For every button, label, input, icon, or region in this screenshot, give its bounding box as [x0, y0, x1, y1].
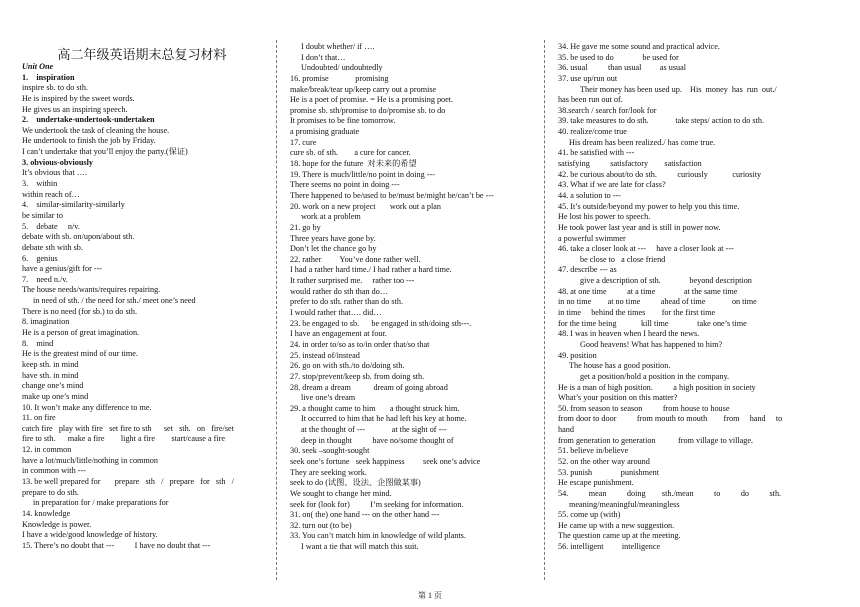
text-line: I can’t undertake that you’ll enjoy the party.(保证)	[22, 147, 188, 157]
page-number: 第 1 页	[418, 591, 442, 600]
text-line: keep sth. in mind	[22, 359, 79, 369]
text-line: 56. intelligent intelligence	[558, 542, 661, 552]
text-line: It occurred to him that he had left his key at home.	[301, 414, 467, 424]
text-line: He gives us an inspiring speech.	[22, 104, 128, 114]
text-line: 44. a solution to ---	[558, 190, 621, 200]
text-line: There seems no point in doing ---	[290, 180, 400, 190]
text-line: His dream has been realized./ has come true.	[569, 137, 716, 147]
text-line: 53. punish punishment	[558, 467, 659, 477]
text-line: hand	[558, 425, 574, 435]
text-line: 20. work on a new project work out a plan	[290, 201, 441, 211]
text-line: 14. knowledge	[22, 508, 71, 518]
text-line: 10. It won’t make any difference to me.	[22, 402, 152, 412]
text-line: 35. be used to do be used for	[558, 52, 679, 62]
text-line: in time behind the times for the first time	[558, 308, 716, 318]
text-line: in common with ---	[22, 466, 86, 476]
text-line: 37. use up/run out	[558, 73, 618, 83]
text-line: 2. undertake-undertook-undertaken	[22, 115, 155, 125]
text-line: He is the greatest mind of our time.	[22, 349, 138, 359]
text-line: Their money has been used up. His money has run out./	[580, 84, 777, 94]
text-line: at the thought of --- at the sight of ---	[301, 425, 447, 435]
text-line: 42. be curious about/to do sth. curiously curiosity	[558, 169, 762, 179]
text-line: 23. be engaged to sb. be engaged in sth/doing sth---.	[290, 318, 472, 328]
text-line: We sought to change her mind.	[290, 488, 392, 498]
text-line: 15. There’s no doubt that --- I have no doubt that ---	[22, 540, 211, 550]
text-line: I would rather that…. did…	[290, 308, 382, 318]
text-line: a powerful swimmer	[558, 233, 626, 243]
text-line: 36. usual than usual as usual	[558, 63, 687, 73]
text-line: I want a tie that will match this suit.	[301, 542, 419, 552]
column-divider-right	[544, 40, 545, 580]
text-line: 30. seek –sought-sought	[290, 446, 370, 456]
text-line: I have a wide/good knowledge of history.	[22, 530, 158, 540]
text-line: 25. instead of/instead	[290, 350, 360, 360]
text-line: 54. mean doing sth./mean to do sth.	[558, 488, 782, 498]
text-line: He is a poet of promise. = He is a promising poet.	[290, 95, 454, 105]
text-line: 3. within	[22, 179, 58, 189]
text-line: inspire sb. to do sth.	[22, 83, 88, 93]
text-line: He is inspired by the sweet words.	[22, 93, 135, 103]
text-line: 55. come up (with)	[558, 510, 621, 520]
text-line: It promises to be fine tomorrow.	[290, 116, 396, 126]
text-line: It rather surprised me. rather too ---	[290, 276, 415, 286]
text-line: 3. obvious-obviously	[22, 157, 93, 167]
text-line: seek one’s fortune seek happiness seek one’s advice	[290, 456, 481, 466]
text-line: deep in thought have no/some thought of	[301, 435, 454, 445]
text-line: seek to do (试图、设法、企图做某事)	[290, 478, 421, 488]
column-left	[22, 42, 262, 607]
text-line: 48. I was in heaven when I heard the news.	[558, 329, 700, 339]
text-line: 31. on( the) one hand --- on the other hand ---	[290, 510, 440, 520]
text-line: 21. go by	[290, 222, 321, 232]
text-line: He is a person of great imagination.	[22, 328, 140, 338]
text-line: 40. realize/come true	[558, 127, 627, 137]
text-line: from door to door from mouth to mouth from hand to	[558, 414, 783, 424]
text-line: 50. from season to season from house to house	[558, 403, 730, 413]
text-line: fire to sth. make a fire light a fire start/cause a fire	[22, 434, 226, 444]
text-line: He lost his power to speech.	[558, 212, 651, 222]
text-line: seek for (look for) I’m seeking for information.	[290, 499, 464, 509]
text-line: 8. mind	[22, 338, 54, 348]
text-line: 18. hope for the future 对未来的希望	[290, 159, 417, 169]
text-line: in need of sth. / the need for sth./ meet one’s need	[33, 296, 196, 306]
text-line: The house has a good position.	[569, 361, 671, 371]
text-line: There is no need (for sb.) to do sth.	[22, 306, 138, 316]
text-line: It’s obvious that ….	[22, 168, 88, 178]
text-line: be close to a close friend	[580, 254, 666, 264]
text-line: debate with sb. on/upon/about sth.	[22, 232, 135, 242]
text-line: 17. cure	[290, 137, 317, 147]
text-line: 4. similar-similarity-similarly	[22, 200, 125, 210]
text-line: meaning/meaningful/meaningless	[569, 499, 680, 509]
text-line: He is a man of high position. a high position in society	[558, 382, 756, 392]
text-line: give a description of sth. beyond description	[580, 276, 752, 286]
text-line: 1. inspiration	[22, 72, 75, 82]
text-line: prefer to do sth. rather than do sth.	[290, 297, 404, 307]
text-line: Three years have gone by.	[290, 233, 376, 243]
text-line: 43. What if we are late for class?	[558, 180, 666, 190]
text-line: I have an engagement at four.	[290, 329, 387, 339]
text-line: 52. on the other way around	[558, 456, 650, 466]
text-line: 27. stop/prevent/keep sb. from doing sth.	[290, 371, 425, 381]
text-line: 39. take measures to do sth. take steps/ action to do sth.	[558, 116, 765, 126]
text-line: 8. imagination	[22, 317, 70, 327]
text-line: The question came up at the meeting.	[558, 531, 681, 541]
text-line: 26. go on with sth./to do/doing sth.	[290, 361, 405, 371]
text-line: Knowledge is power.	[22, 519, 92, 529]
text-line: a promising graduate	[290, 127, 360, 137]
text-line: would rather do sth than do…	[290, 286, 389, 296]
text-line: 22. rather You’ve done rather well.	[290, 254, 421, 264]
text-line: 49. position	[558, 350, 597, 360]
text-line: has been run out of.	[558, 95, 623, 105]
text-line: What’s your position on this matter?	[558, 393, 678, 403]
text-line: cure sb. of sth. a cure for cancer.	[290, 148, 411, 158]
text-line: 34. He gave me some sound and practical advice.	[558, 42, 720, 51]
text-line: 29. a thought came to him a thought struck him.	[290, 403, 460, 413]
text-line: 6. genius	[22, 253, 58, 263]
text-line: 16. promise promising	[290, 73, 389, 83]
text-line: debate sth with sb.	[22, 242, 83, 252]
column-right	[558, 42, 843, 607]
text-line: make/break/tear up/keep carry out a promise	[290, 84, 437, 94]
text-line: 13. be well prepared for prepare sth / prepare for sth /	[22, 476, 234, 486]
text-line: make up one’s mind	[22, 391, 89, 401]
text-line: in no time at no time ahead of time on time	[558, 297, 757, 307]
text-line: 48. at one time at a time at the same time	[558, 286, 738, 296]
text-line: 38.search / search for/look for	[558, 105, 657, 115]
text-line: satisfying satisfactory satisfaction	[558, 159, 702, 169]
text-line: get a position/hold a position in the company.	[580, 371, 730, 381]
text-line: be similar to	[22, 210, 63, 220]
text-line: 51. believe in/believe	[558, 446, 629, 456]
text-line: 33. You can’t match him in knowledge of wild plants.	[290, 531, 466, 541]
text-line: promise sb. sth/promise to do/promise sb. to do	[290, 105, 446, 115]
column-middle	[290, 42, 525, 607]
text-line: 5. debate n/v.	[22, 221, 80, 231]
text-line: He escape punishment.	[558, 478, 634, 488]
text-line: There happened to be/used to be/must be/might be/can’t be ---	[290, 190, 494, 200]
text-line: Unit One	[22, 62, 54, 71]
text-line: 12. in common	[22, 445, 72, 455]
text-line: I doubt whether/ if ….	[301, 42, 375, 51]
text-line: Good heavens! What has happened to him?	[580, 339, 723, 349]
text-line: have a genius/gift for ---	[22, 264, 103, 274]
text-line: 45. It’s outside/beyond my power to help you this time.	[558, 201, 740, 211]
text-line: prepare to do sth.	[22, 487, 79, 497]
text-line: 41. be satisfied with ---	[558, 148, 635, 158]
column-divider-left	[276, 40, 277, 580]
text-line: for the time being kill time take one’s time	[558, 318, 747, 328]
text-line: 32. turn out (to be)	[290, 520, 352, 530]
text-line: from generation to generation from village to village.	[558, 435, 754, 445]
text-line: Undoubted/ undoubtedly	[301, 63, 383, 73]
text-line: 24. in order to/so as to/in order that/so that	[290, 339, 430, 349]
text-line: 46. take a closer look at --- have a closer look at ---	[558, 244, 734, 254]
text-line: 28. dream a dream dream of going abroad	[290, 382, 448, 392]
text-line: live one’s dream	[301, 393, 356, 403]
text-line: within reach of…	[22, 189, 80, 199]
text-line: work at a problem	[301, 212, 361, 222]
text-line: He undertook to finish the job by Friday.	[22, 136, 156, 146]
text-line: 19. There is much/little/no point in doing ---	[290, 169, 435, 179]
text-line: Don’t let the chance go by	[290, 244, 377, 254]
text-line: I had a rather hard time./ I had rather a hard time.	[290, 265, 452, 275]
text-line: 47. describe --- as	[558, 265, 617, 275]
text-line: in preparation for / make preparations for	[33, 498, 169, 508]
text-line: They are seeking work.	[290, 467, 367, 477]
text-line: The house needs/wants/requires repairing.	[22, 285, 161, 295]
text-line: catch fire play with fire set fire to sth set sth. on fire/set	[22, 423, 234, 433]
text-line: He came up with a new suggestion.	[558, 520, 675, 530]
text-line: change one’s mind	[22, 381, 84, 391]
text-line: have sth. in mind	[22, 370, 79, 380]
text-line: I don’t that…	[301, 52, 346, 62]
text-line: 11. on fire	[22, 413, 56, 423]
page-title: 高二年级英语期末总复习材料	[57, 48, 227, 63]
text-line: He took power last year and is still in power now.	[558, 222, 721, 232]
text-line: We undertook the task of cleaning the house.	[22, 125, 170, 135]
text-line: have a lot/much/little/nothing in common	[22, 455, 158, 465]
text-line: 7. need n./v.	[22, 274, 68, 284]
